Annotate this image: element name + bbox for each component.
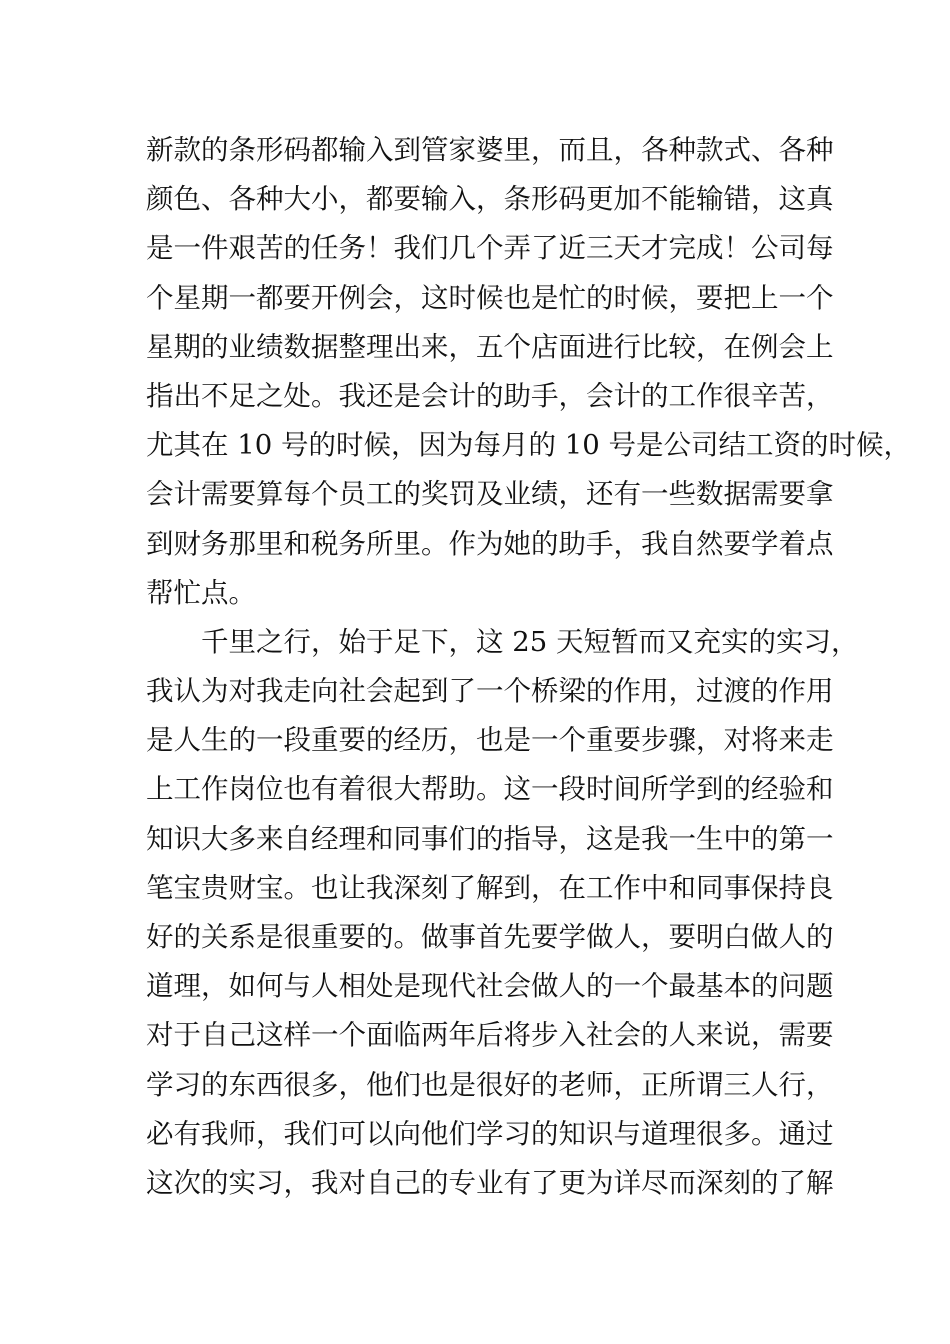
text-line: 千里之行，始于足下，这 25 天短暂而又充实的实习， — [146, 625, 859, 658]
text-line: 好的关系是很重要的。做事首先要学做人，要明白做人的 — [146, 921, 834, 953]
text-line: 星期的业绩数据整理出来，五个店面进行比较，在例会上 — [146, 330, 834, 363]
text-line: 是人生的一段重要的经历，也是一个重要步骤，对将来走 — [146, 724, 834, 757]
text-line: 指出不足之处。我还是会计的助手，会计的工作很辛苦， — [146, 379, 834, 412]
text-line: 我认为对我走向社会起到了一个桥梁的作用，过渡的作用 — [146, 675, 834, 708]
text-line: 会计需要算每个员工的奖罚及业绩，还有一些数据需要拿 — [146, 478, 834, 511]
text-line: 对于自己这样一个面临两年后将步入社会的人来说，需要 — [146, 1019, 834, 1052]
text-line: 到财务那里和税务所里。作为她的助手，我自然要学着点 — [146, 527, 834, 560]
text-line: 帮忙点。 — [146, 576, 256, 609]
text-line: 这次的实习，我对自己的专业有了更为详尽而深刻的了解 — [146, 1166, 834, 1199]
text-line: 个星期一都要开例会，这时候也是忙的时候，要把上一个 — [146, 281, 834, 314]
text-line: 知识大多来自经理和同事们的指导，这是我一生中的第一 — [146, 822, 834, 855]
body-text — [146, 126, 911, 1208]
text-line: 是一件艰苦的任务！我们几个弄了近三天才完成！公司每 — [146, 232, 834, 265]
text-line: 新款的条形码都输入到管家婆里，而且，各种款式、各种 — [146, 134, 834, 166]
text-line: 上工作岗位也有着很大帮助。这一段时间所学到的经验和 — [146, 773, 834, 806]
text-line: 必有我师，我们可以向他们学习的知识与道理很多。通过 — [146, 1117, 834, 1150]
text-line: 尤其在 10 号的时候，因为每月的 10 号是公司结工资的时候， — [146, 429, 911, 462]
text-line: 道理，如何与人相处是现代社会做人的一个最基本的问题 — [146, 970, 834, 1003]
text-line: 笔宝贵财宝。也让我深刻了解到，在工作中和同事保持良 — [146, 871, 834, 904]
text-line: 学习的东西很多，他们也是很好的老师，正所谓三人行， — [146, 1068, 834, 1101]
text-line: 颜色、各种大小，都要输入，条形码更加不能输错，这真 — [146, 183, 834, 216]
